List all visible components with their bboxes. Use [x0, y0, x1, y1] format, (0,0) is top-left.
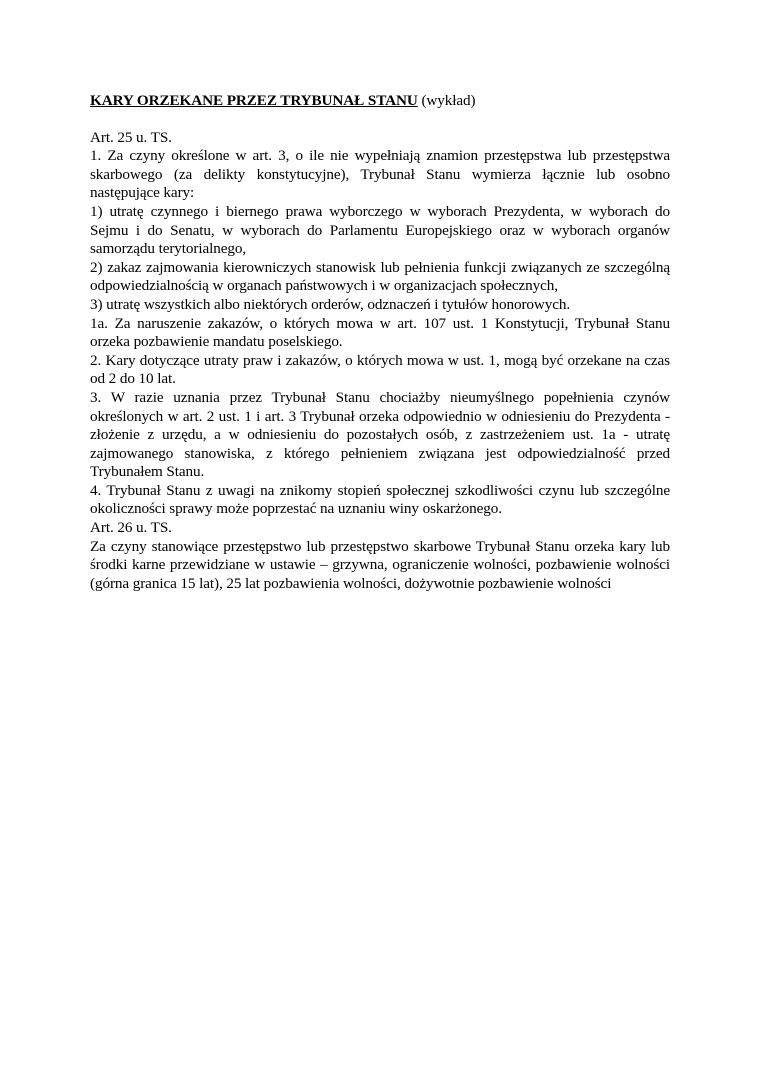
list-item: 1) utratę czynnego i biernego prawa wyborczego w wyborach Prezydenta, w wyborach do Sejmu i do Senatu, w wyborach do Parlamentu Europejskiego oraz w wyborach organów samorządu terytorialnego, [90, 202, 670, 258]
paragraph: 1a. Za naruszenie zakazów, o których mowa w art. 107 ust. 1 Konstytucji, Trybunał Stanu orzeka pozbawienie mandatu poselskiego. [90, 314, 670, 351]
list-item: 2) zakaz zajmowania kierowniczych stanowisk lub pełnienia funkcji związanych ze szczególną odpowiedzialnością w organach państwowych i w organizacjach społecznych, [90, 258, 670, 295]
document-title: KARY ORZEKANE PRZEZ TRYBUNAŁ STANU [90, 92, 418, 109]
document-body [90, 92, 670, 593]
document-title-line [90, 92, 670, 111]
document-subtitle: (wykład) [421, 92, 476, 109]
list-item: 3) utratę wszystkich albo niektórych orderów, odznaczeń i tytułów honorowych. [90, 295, 571, 313]
paragraph: 4. Trybunał Stanu z uwagi na znikomy stopień społecznej szkodliwości czynu lub szczególne okoliczności sprawy może poprzestać na uznaniu winy oskarżonego. [90, 481, 670, 518]
article-heading: Art. 25 u. TS. [90, 128, 172, 146]
paragraph: Za czyny stanowiące przestępstwo lub przestępstwo skarbowe Trybunał Stanu orzeka kary lub środki karne przewidziane w ustawie – grzywna, ograniczenie wolności, pozbawienie wolności (górna granica 15 lat), 25 lat pozbawienia wolności, dożywotnie pozbawienie wolności [90, 537, 670, 592]
article-heading: Art. 26 u. TS. [90, 519, 172, 537]
paragraph: 1. Za czyny określone w art. 3, o ile nie wypełniają znamion przestępstwa lub przestępstwa skarbowego (za delikty konstytucyjne), Trybunał Stanu wymierza łącznie lub osobno następujące kary: [90, 147, 670, 202]
paragraph: 3. W razie uznania przez Trybunał Stanu chociażby nieumyślnego popełnienia czynów określonych w art. 2 ust. 1 i art. 3 Trybunał orzeka odpowiednio w odniesieniu do Prezydenta - złożenie z urzędu, a w odniesieniu do pozostałych osób, z zastrzeżeniem ust. 1a - utratę zajmowanego stanowiska, z którego pełnieniem związana jest odpowiedzialność przed Trybunałem Stanu. [90, 388, 670, 481]
paragraph: 2. Kary dotyczące utraty praw i zakazów, o których mowa w ust. 1, mogą być orzekane na czas od 2 do 10 lat. [90, 351, 670, 388]
